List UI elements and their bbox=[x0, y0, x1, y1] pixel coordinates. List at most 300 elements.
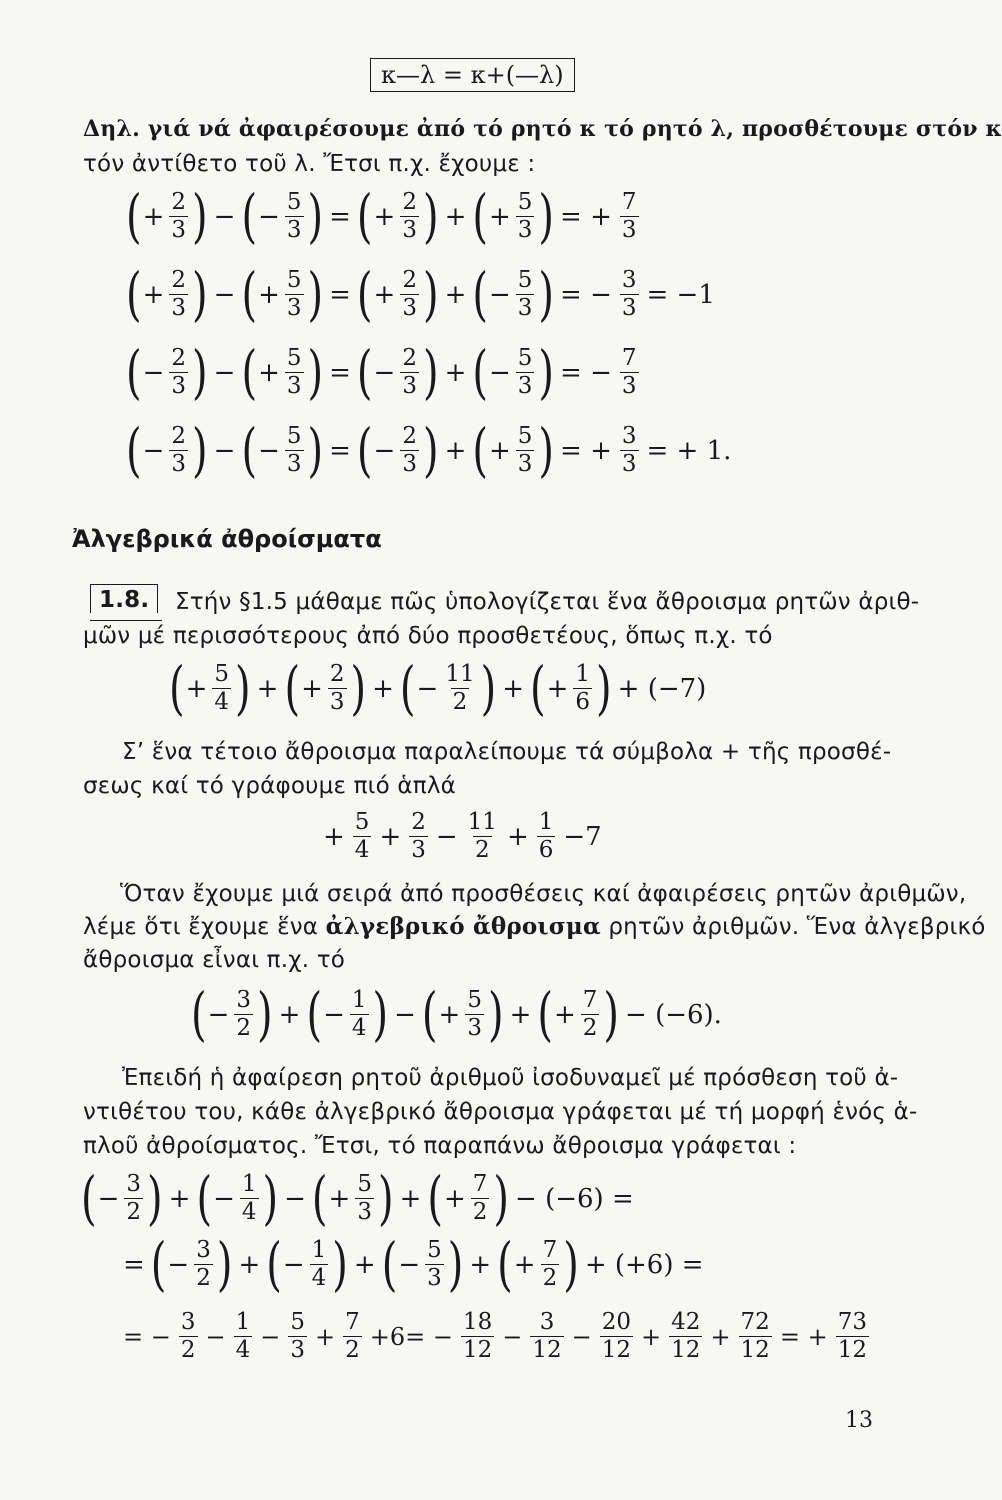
left-parenthesis: ( bbox=[241, 339, 258, 407]
term-sign: − bbox=[282, 1249, 305, 1280]
fraction-denominator: 3 bbox=[621, 217, 637, 244]
right-parenthesis: ) bbox=[422, 183, 439, 251]
left-parenthesis: ( bbox=[381, 1231, 398, 1299]
rewrite-line-1 bbox=[80, 1165, 639, 1233]
fraction bbox=[285, 190, 304, 244]
operator: − bbox=[260, 1322, 281, 1351]
fraction-denominator: 12 bbox=[462, 1337, 493, 1364]
term-sign: + bbox=[443, 1183, 466, 1214]
operator: + bbox=[710, 1322, 731, 1351]
fraction-numerator: 11 bbox=[445, 661, 475, 687]
operator: − bbox=[205, 1322, 226, 1351]
fraction-numerator: 5 bbox=[286, 267, 302, 293]
equals-sign: = bbox=[329, 357, 351, 388]
fraction bbox=[516, 190, 535, 244]
right-parenthesis: ) bbox=[307, 339, 324, 407]
fraction-numerator: 1 bbox=[538, 809, 554, 835]
right-parenthesis: ) bbox=[235, 655, 251, 723]
parenthesized-term bbox=[426, 1165, 510, 1233]
fraction-denominator: 2 bbox=[474, 837, 490, 864]
parenthesized-term bbox=[240, 417, 324, 485]
parenthesized-term bbox=[265, 1231, 349, 1299]
right-parenthesis: ) bbox=[422, 261, 439, 329]
fraction-denominator: 3 bbox=[286, 295, 302, 322]
fraction-numerator: 5 bbox=[517, 267, 533, 293]
term-sign: − bbox=[416, 673, 439, 704]
fraction bbox=[179, 1310, 198, 1364]
left-parenthesis: ( bbox=[191, 981, 207, 1049]
fraction-denominator: 3 bbox=[467, 1015, 482, 1042]
example-equation bbox=[125, 339, 642, 407]
fraction-numerator: 3 bbox=[621, 267, 637, 293]
fraction-denominator: 4 bbox=[351, 1015, 367, 1042]
fraction-numerator: 5 bbox=[214, 661, 230, 687]
right-parenthesis: ) bbox=[538, 339, 555, 407]
right-parenthesis: ) bbox=[447, 1231, 464, 1299]
parenthesized-term bbox=[283, 655, 367, 723]
fraction-numerator: 5 bbox=[290, 1309, 305, 1335]
fraction bbox=[461, 1310, 494, 1364]
right-parenthesis: ) bbox=[377, 1165, 394, 1233]
fraction-numerator: 5 bbox=[357, 1171, 372, 1197]
fraction-denominator: 3 bbox=[402, 373, 417, 400]
fraction-denominator: 3 bbox=[621, 451, 637, 478]
fraction-denominator: 3 bbox=[357, 1199, 372, 1226]
fraction-denominator: 3 bbox=[402, 295, 417, 322]
fraction-numerator: 5 bbox=[517, 345, 533, 371]
term-sign: + bbox=[185, 673, 208, 704]
term-sign: + bbox=[546, 673, 569, 704]
fraction-denominator: 2 bbox=[180, 1337, 196, 1364]
para4-line3: πλοῦ ἀθροίσματος. Ἔτσι, τό παραπάνω ἄθροισμα γράφεται : bbox=[83, 1133, 797, 1159]
fraction bbox=[169, 424, 188, 478]
minus-operator: − bbox=[213, 201, 236, 232]
fraction bbox=[169, 346, 188, 400]
fraction-denominator: 6 bbox=[575, 689, 591, 716]
term-sign: − bbox=[398, 1249, 421, 1280]
left-parenthesis: ( bbox=[537, 981, 553, 1049]
parenthesized-term bbox=[356, 183, 440, 251]
operator: − bbox=[394, 999, 416, 1030]
fraction bbox=[836, 1310, 869, 1364]
fraction-numerator: 1 bbox=[311, 1237, 327, 1263]
operator: + bbox=[399, 1183, 422, 1214]
fraction bbox=[328, 662, 347, 716]
fraction-denominator: 3 bbox=[517, 373, 533, 400]
formula-box bbox=[370, 58, 575, 92]
fraction-denominator: 2 bbox=[345, 1337, 360, 1364]
equals-sign: = bbox=[329, 201, 351, 232]
fraction-numerator: 2 bbox=[171, 267, 187, 293]
right-parenthesis: ) bbox=[257, 981, 273, 1049]
right-parenthesis: ) bbox=[422, 417, 439, 485]
fraction-numerator: 7 bbox=[472, 1171, 488, 1197]
algebraic-sum-example bbox=[190, 981, 727, 1049]
right-parenthesis: ) bbox=[147, 1165, 163, 1233]
para3-line2 bbox=[83, 913, 986, 942]
fraction-denominator: 3 bbox=[411, 837, 426, 864]
left-parenthesis: ( bbox=[169, 655, 185, 723]
parenthesized-term bbox=[125, 417, 209, 485]
fraction-numerator: 5 bbox=[286, 423, 302, 449]
fraction bbox=[541, 1238, 560, 1292]
parenthesized-term bbox=[399, 655, 497, 723]
term-sign: − bbox=[373, 357, 396, 388]
operator: + bbox=[315, 1322, 336, 1351]
fraction-numerator: 2 bbox=[402, 423, 417, 449]
fraction bbox=[400, 346, 419, 400]
fraction-denominator: 12 bbox=[601, 1337, 632, 1364]
right-parenthesis: ) bbox=[192, 183, 208, 251]
leading-equals: = − bbox=[123, 1322, 171, 1351]
left-parenthesis: ( bbox=[472, 261, 488, 329]
leading-equals: = bbox=[123, 1249, 145, 1280]
fraction bbox=[288, 1310, 307, 1364]
fraction bbox=[739, 1310, 772, 1364]
fraction-denominator: 3 bbox=[171, 217, 187, 244]
left-parenthesis: ( bbox=[306, 981, 323, 1049]
left-parenthesis: ( bbox=[241, 261, 258, 329]
fraction bbox=[537, 810, 556, 864]
term-sign: + bbox=[506, 821, 529, 852]
fraction-denominator: 12 bbox=[740, 1337, 770, 1364]
fraction-numerator: 3 bbox=[196, 1237, 211, 1263]
fraction-numerator: 3 bbox=[236, 987, 252, 1013]
parenthesized-term bbox=[356, 339, 440, 407]
fraction bbox=[669, 1310, 702, 1364]
parenthesized-term bbox=[471, 339, 555, 407]
right-parenthesis: ) bbox=[372, 981, 389, 1049]
operator: + bbox=[353, 1249, 376, 1280]
minus-operator: − bbox=[213, 435, 236, 466]
fraction bbox=[353, 810, 372, 864]
fraction-numerator: 3 bbox=[126, 1171, 142, 1197]
result-sign: = + bbox=[560, 435, 612, 466]
parenthesized-term bbox=[195, 1165, 279, 1233]
fraction bbox=[285, 424, 304, 478]
fraction-numerator: 3 bbox=[621, 423, 637, 449]
fraction-denominator: 3 bbox=[171, 451, 187, 478]
result-sign: = − bbox=[560, 357, 612, 388]
fraction-numerator: 3 bbox=[180, 1309, 196, 1335]
left-parenthesis: ( bbox=[81, 1165, 97, 1233]
example-equation bbox=[125, 183, 642, 251]
term-sign: − bbox=[213, 1183, 235, 1214]
left-parenthesis: ( bbox=[284, 655, 301, 723]
fraction bbox=[234, 988, 253, 1042]
term-sign: + bbox=[328, 1183, 351, 1214]
plus-operator: + bbox=[444, 357, 467, 388]
fraction bbox=[400, 190, 419, 244]
parenthesized-term bbox=[356, 417, 440, 485]
fraction-denominator: 3 bbox=[402, 217, 417, 244]
fraction-denominator: 3 bbox=[517, 451, 533, 478]
fraction-numerator: 5 bbox=[427, 1237, 442, 1263]
fraction bbox=[443, 662, 476, 716]
fraction-denominator: 3 bbox=[402, 451, 417, 478]
term-sign: − bbox=[488, 357, 511, 388]
fraction bbox=[240, 1172, 259, 1226]
fraction-denominator: 3 bbox=[329, 689, 345, 716]
fraction-denominator: 3 bbox=[171, 295, 187, 322]
fraction-numerator: 2 bbox=[402, 345, 417, 371]
right-parenthesis: ) bbox=[262, 1165, 279, 1233]
operator: − bbox=[284, 1183, 306, 1214]
term-sign: − bbox=[258, 201, 280, 232]
fraction-denominator: 12 bbox=[671, 1337, 701, 1364]
fraction-denominator: 4 bbox=[311, 1265, 327, 1292]
term-sign: − bbox=[373, 435, 396, 466]
operator: + bbox=[238, 1249, 261, 1280]
rewrite-line-2 bbox=[118, 1231, 709, 1299]
fraction-numerator: 2 bbox=[171, 423, 187, 449]
fraction bbox=[530, 1310, 563, 1364]
plus-operator: + bbox=[444, 435, 467, 466]
fraction-denominator: 2 bbox=[542, 1265, 558, 1292]
left-parenthesis: ( bbox=[356, 339, 373, 407]
para3-line3: ἄθροισμα εἶναι π.χ. τό bbox=[83, 947, 346, 973]
fraction-denominator: 3 bbox=[621, 373, 637, 400]
sum-tail: + (−7) bbox=[617, 673, 707, 704]
fraction-numerator: 72 bbox=[740, 1309, 770, 1335]
left-parenthesis: ( bbox=[311, 1165, 328, 1233]
fraction-numerator: 1 bbox=[241, 1171, 257, 1197]
term-sign: + bbox=[258, 279, 280, 310]
term-sign: − bbox=[167, 1249, 190, 1280]
fraction-numerator: 7 bbox=[582, 987, 598, 1013]
plus-operator: + bbox=[372, 673, 394, 704]
fraction-denominator: 2 bbox=[472, 1199, 488, 1226]
fraction bbox=[212, 662, 231, 716]
result-tail: = + 1. bbox=[646, 435, 732, 466]
term-sign: − bbox=[488, 279, 511, 310]
left-parenthesis: ( bbox=[497, 1231, 513, 1299]
parenthesized-term bbox=[381, 1231, 465, 1299]
parenthesized-term bbox=[305, 981, 389, 1049]
fraction bbox=[285, 268, 304, 322]
sum-tail: −7 bbox=[563, 821, 602, 852]
fraction-numerator: 5 bbox=[517, 189, 533, 215]
fraction-numerator: 18 bbox=[462, 1309, 493, 1335]
parenthesized-term bbox=[240, 261, 324, 329]
fraction-denominator: 4 bbox=[235, 1337, 251, 1364]
para1-line2: τόν ἀντίθετο τοῦ λ. Ἔτσι π.χ. ἔχουμε : bbox=[83, 151, 536, 177]
fraction-numerator: 5 bbox=[286, 345, 302, 371]
term-sign: + bbox=[142, 201, 165, 232]
right-parenthesis: ) bbox=[192, 261, 208, 329]
fraction-denominator: 4 bbox=[354, 837, 370, 864]
fraction-denominator: 12 bbox=[532, 1337, 562, 1364]
fraction bbox=[350, 988, 369, 1042]
left-parenthesis: ( bbox=[472, 183, 488, 251]
parenthesized-term bbox=[240, 183, 324, 251]
term-sign: + bbox=[488, 435, 511, 466]
para3-line2-b: ρητῶν ἀριθμῶν. Ἕνα ἀλγεβρικό bbox=[600, 914, 986, 940]
result-fraction bbox=[620, 268, 639, 322]
right-parenthesis: ) bbox=[487, 981, 504, 1049]
para4-line1: Ἐπειδή ἡ ἀφαίρεση ρητοῦ ἀριθμοῦ ἰσοδυναμεῖ μέ πρόσθεση τοῦ ἀ- bbox=[122, 1065, 899, 1091]
fraction bbox=[355, 1172, 374, 1226]
plus-operator: + bbox=[444, 201, 467, 232]
equals-sign: = bbox=[329, 279, 351, 310]
operator: + bbox=[469, 1249, 492, 1280]
fraction-numerator: 1 bbox=[235, 1309, 251, 1335]
result-tail: = −1 bbox=[646, 279, 715, 310]
parenthesized-term bbox=[471, 417, 555, 485]
result-sign: = + bbox=[560, 201, 612, 232]
term-sign: − bbox=[323, 999, 345, 1030]
fraction-numerator: 11 bbox=[467, 809, 497, 835]
fraction bbox=[581, 988, 600, 1042]
right-parenthesis: ) bbox=[538, 417, 555, 485]
term-sign: + bbox=[258, 357, 280, 388]
fraction-numerator: 2 bbox=[402, 267, 417, 293]
fraction-numerator: 7 bbox=[345, 1309, 360, 1335]
section-number bbox=[90, 586, 158, 615]
right-parenthesis: ) bbox=[307, 183, 324, 251]
fraction bbox=[425, 1238, 444, 1292]
parenthesized-term bbox=[125, 339, 209, 407]
sum-tail: − (−6) = bbox=[515, 1183, 634, 1214]
right-parenthesis: ) bbox=[350, 655, 367, 723]
example-equation bbox=[125, 417, 736, 485]
fraction-numerator: 73 bbox=[837, 1309, 867, 1335]
formula-text: κ—λ = κ+(—λ) bbox=[381, 61, 564, 89]
term-sign: + bbox=[513, 1249, 536, 1280]
plus-operator: + bbox=[256, 673, 279, 704]
para4-line2: ντιθέτου του, κάθε ἀλγεβρικό ἄθροισμα γράφεται μέ τή μορφή ἑνός ἁ- bbox=[83, 1099, 918, 1125]
fraction-denominator: 2 bbox=[126, 1199, 142, 1226]
parenthesized-term bbox=[421, 981, 505, 1049]
fraction-numerator: 2 bbox=[402, 189, 417, 215]
fraction-numerator: 5 bbox=[517, 423, 533, 449]
fraction-numerator: 1 bbox=[351, 987, 367, 1013]
left-parenthesis: ( bbox=[530, 655, 546, 723]
left-parenthesis: ( bbox=[472, 339, 488, 407]
fraction-denominator: 3 bbox=[286, 373, 302, 400]
fraction-denominator: 4 bbox=[214, 689, 230, 716]
fraction bbox=[234, 1310, 253, 1364]
fraction-numerator: 7 bbox=[621, 189, 637, 215]
right-parenthesis: ) bbox=[422, 339, 439, 407]
fraction-denominator: 3 bbox=[286, 451, 302, 478]
right-parenthesis: ) bbox=[480, 655, 497, 723]
parenthesized-term bbox=[471, 183, 555, 251]
left-parenthesis: ( bbox=[126, 417, 142, 485]
fraction bbox=[600, 1310, 633, 1364]
fraction bbox=[573, 662, 592, 716]
result-fraction bbox=[620, 346, 639, 400]
term-sign: + bbox=[379, 821, 402, 852]
fraction bbox=[169, 190, 188, 244]
section-line1: Στήν §1.5 μάθαμε πῶς ὑπολογίζεται ἕνα ἄθροισμα ρητῶν ἀριθ- bbox=[175, 589, 920, 615]
sum-example-parenthesized bbox=[168, 655, 711, 723]
para1-line1: Δηλ. γιά νά ἀφαιρέσουμε ἀπό τό ρητό κ τό ρητό λ, προσθέτουμε στόν κ bbox=[83, 116, 1002, 142]
fraction-numerator: 2 bbox=[171, 189, 187, 215]
left-parenthesis: ( bbox=[126, 183, 142, 251]
plus-operator: + bbox=[444, 279, 467, 310]
term-sign: − bbox=[97, 1183, 120, 1214]
minus-operator: − bbox=[213, 357, 236, 388]
fraction bbox=[310, 1238, 329, 1292]
fraction-numerator: 2 bbox=[411, 809, 426, 835]
fraction-numerator: 1 bbox=[575, 661, 591, 687]
fraction-denominator: 2 bbox=[582, 1015, 598, 1042]
para3-term-algebraic-sum: ἀλγεβρικό ἄθροισμα bbox=[325, 913, 601, 940]
right-parenthesis: ) bbox=[307, 261, 324, 329]
parenthesized-term bbox=[536, 981, 620, 1049]
para3-line2-a: λέμε ὅτι ἔχουμε ἕνα bbox=[83, 914, 326, 940]
fraction-numerator: 5 bbox=[286, 189, 302, 215]
operator: + bbox=[509, 999, 532, 1030]
right-parenthesis: ) bbox=[216, 1231, 233, 1299]
operator: + bbox=[641, 1322, 662, 1351]
parenthesized-term bbox=[80, 1165, 164, 1233]
sum-example-simplified bbox=[318, 810, 607, 864]
fraction-denominator: 3 bbox=[286, 217, 302, 244]
operator: − bbox=[571, 1322, 592, 1351]
section-number-box: 1.8. bbox=[90, 584, 158, 613]
left-parenthesis: ( bbox=[241, 417, 258, 485]
operator: = + bbox=[779, 1322, 828, 1351]
fraction-denominator: 3 bbox=[171, 373, 187, 400]
equals-sign: = bbox=[329, 435, 351, 466]
left-parenthesis: ( bbox=[126, 261, 142, 329]
fraction-numerator: 3 bbox=[539, 1309, 555, 1335]
right-parenthesis: ) bbox=[192, 339, 208, 407]
result-fraction bbox=[620, 424, 639, 478]
fraction-denominator: 3 bbox=[517, 217, 533, 244]
right-parenthesis: ) bbox=[538, 183, 555, 251]
fraction bbox=[400, 424, 419, 478]
fraction-denominator: 4 bbox=[241, 1199, 257, 1226]
term-sign: − bbox=[142, 357, 165, 388]
right-parenthesis: ) bbox=[307, 417, 324, 485]
sum-tail: + (+6) = bbox=[584, 1249, 704, 1280]
parenthesized-term bbox=[150, 1231, 234, 1299]
left-parenthesis: ( bbox=[356, 261, 373, 329]
right-parenthesis: ) bbox=[603, 981, 620, 1049]
fraction bbox=[409, 810, 428, 864]
fraction-numerator: 42 bbox=[671, 1309, 701, 1335]
parenthesized-term bbox=[496, 1231, 580, 1299]
fraction-denominator: 3 bbox=[290, 1337, 305, 1364]
fraction-numerator: 7 bbox=[542, 1237, 558, 1263]
fraction-numerator: 2 bbox=[171, 345, 187, 371]
right-parenthesis: ) bbox=[563, 1231, 579, 1299]
fraction-denominator: 12 bbox=[837, 1337, 867, 1364]
fraction-numerator: 20 bbox=[601, 1309, 632, 1335]
left-parenthesis: ( bbox=[241, 183, 258, 251]
term-sign: − bbox=[207, 999, 230, 1030]
left-parenthesis: ( bbox=[266, 1231, 282, 1299]
term-sign: − bbox=[258, 435, 280, 466]
parenthesized-term bbox=[356, 261, 440, 329]
parenthesized-term bbox=[311, 1165, 395, 1233]
parenthesized-term bbox=[125, 183, 209, 251]
fraction bbox=[285, 346, 304, 400]
left-parenthesis: ( bbox=[356, 417, 373, 485]
fraction bbox=[343, 1310, 362, 1364]
fraction bbox=[194, 1238, 213, 1292]
left-parenthesis: ( bbox=[126, 339, 142, 407]
term-sign: + bbox=[373, 279, 396, 310]
term-sign: − bbox=[435, 821, 458, 852]
fraction-numerator: 7 bbox=[621, 345, 637, 371]
para2-line2: σεως καί τό γράφουμε πιό ἁπλά bbox=[83, 773, 457, 799]
term-sign: + bbox=[301, 673, 323, 704]
section-line2: μῶν μέ περισσότερους ἀπό δύο προσθετέους, ὅπως π.χ. τό bbox=[83, 623, 773, 649]
